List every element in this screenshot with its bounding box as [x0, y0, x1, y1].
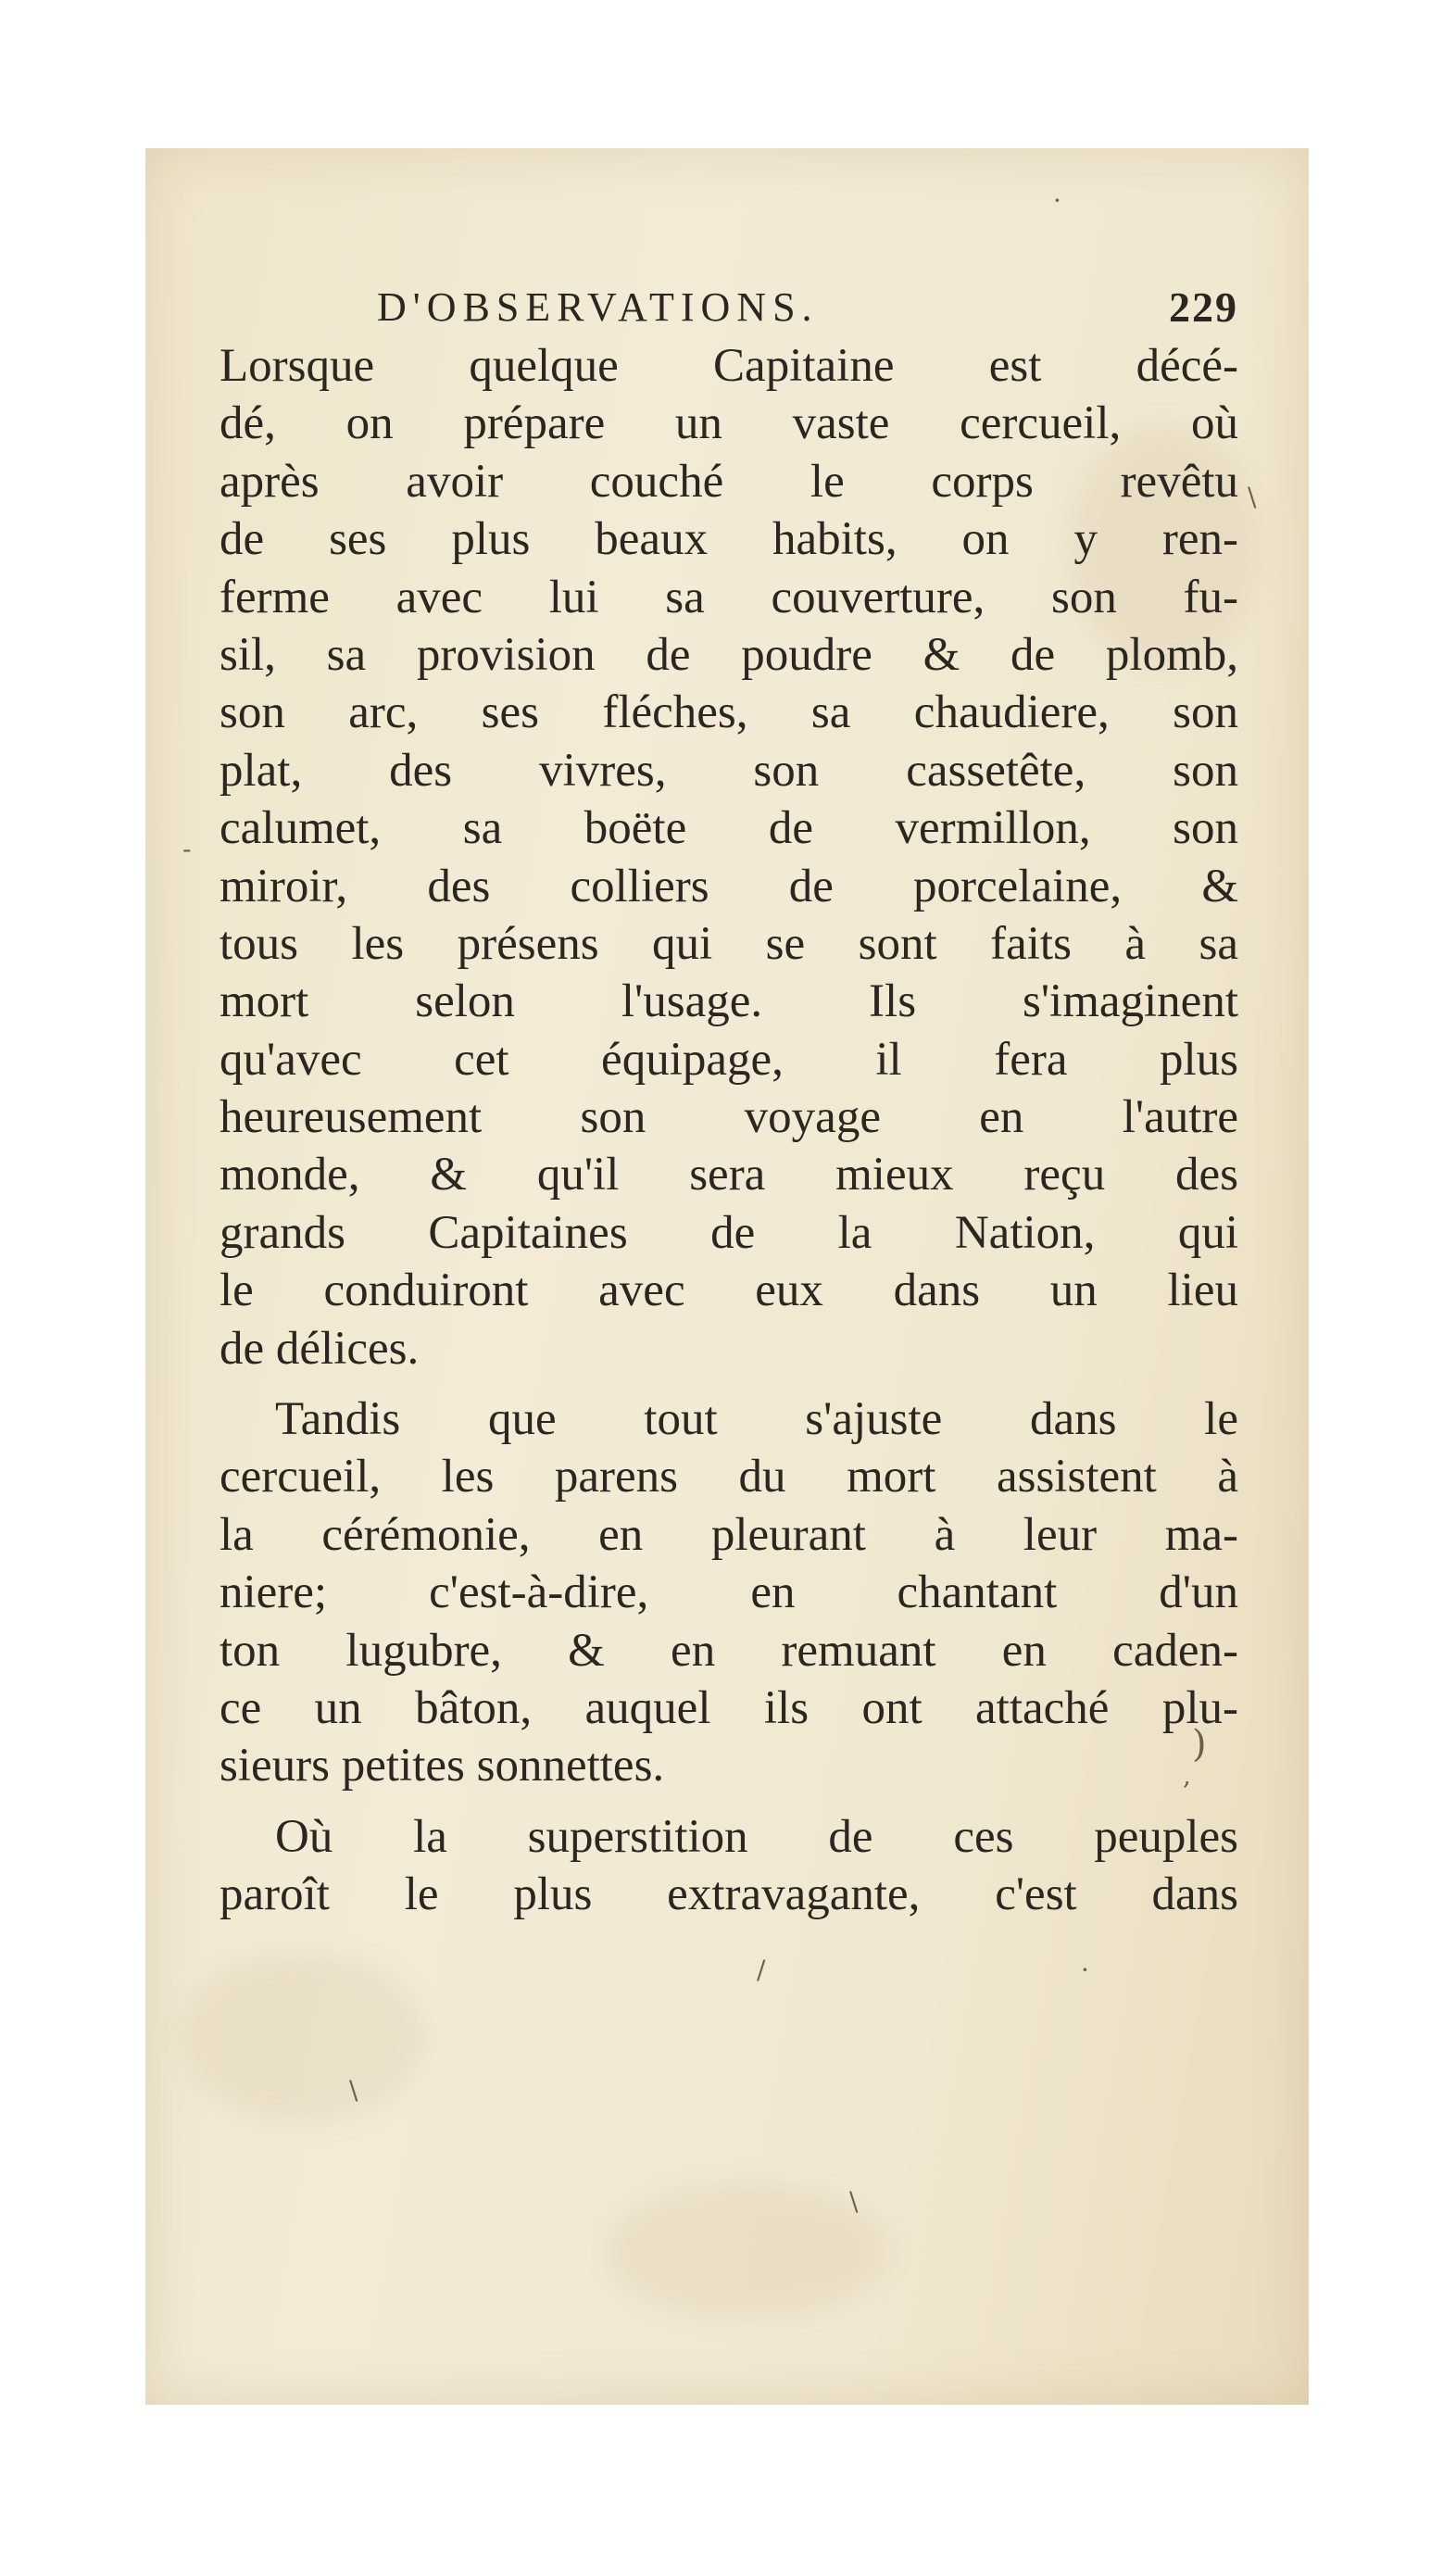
book-page — [145, 148, 1309, 2405]
text-line: le conduiront avec eux dans un lieu — [220, 1264, 1238, 1317]
page-text — [220, 278, 1238, 1924]
text-line: Tandis que tout s'ajuste dans le — [275, 1393, 1238, 1446]
paper-speck: - — [182, 834, 192, 864]
text-line: ferme avec lui sa couverture, son fu- — [220, 571, 1238, 623]
paper-speck: ) — [1192, 1723, 1207, 1766]
running-title: D'OBSERVATIONS. — [377, 284, 819, 330]
text-line: la cérémonie, en pleurant à leur ma- — [220, 1508, 1238, 1561]
text-line: ton lugubre, & en remuant en caden- — [220, 1624, 1238, 1677]
text-line: dé, on prépare un vaste cercueil, où — [220, 397, 1238, 450]
paper-speck: \ — [349, 2075, 358, 2106]
text-line: miroir, des colliers de porcelaine, & — [220, 860, 1238, 912]
text-line: mort selon l'usage. Ils s'imaginent — [220, 975, 1238, 1028]
text-line: de délices. — [220, 1322, 420, 1375]
paper-speck: \ — [849, 2186, 859, 2217]
text-line: plat, des vivres, son cassetête, son — [220, 744, 1238, 797]
text-line: Lorsque quelque Capitaine est décé- — [220, 340, 1238, 392]
text-line: cercueil, les parens du mort assistent à — [220, 1451, 1238, 1503]
text-line: paroît le plus extravagante, c'est dans — [220, 1868, 1238, 1921]
text-line: sil, sa provision de poudre & de plomb, — [220, 628, 1238, 681]
paper-speck: · — [1053, 185, 1061, 216]
text-line: heureusement son voyage en l'autre — [220, 1091, 1238, 1144]
text-line: de ses plus beaux habits, on y ren- — [220, 513, 1238, 566]
running-head — [220, 278, 1238, 337]
page-number: 229 — [1169, 283, 1238, 331]
paper-speck: / — [757, 1955, 766, 1985]
text-line: grands Capitaines de la Nation, qui — [220, 1206, 1238, 1259]
paragraph-1 — [220, 337, 1238, 1377]
text-line: calumet, sa boëte de vermillon, son — [220, 802, 1238, 855]
paper-stain — [609, 2186, 886, 2316]
paper-speck: \ — [1248, 482, 1257, 512]
text-line: Où la superstition de ces peuples — [275, 1810, 1238, 1863]
paper-stain — [182, 1955, 423, 2121]
paper-speck: , — [1183, 1760, 1191, 1791]
paragraph-3 — [220, 1808, 1238, 1924]
paper-speck: · — [1081, 1955, 1089, 1985]
text-line: ce un bâton, auquel ils ont attaché plu- — [220, 1681, 1238, 1734]
text-line: tous les présens qui se sont faits à sa — [220, 917, 1238, 970]
text-line: niere; c'est-à-dire, en chantant d'un — [220, 1566, 1238, 1619]
text-line: après avoir couché le corps revêtu — [220, 455, 1238, 508]
paragraph-2 — [220, 1390, 1238, 1795]
text-line: qu'avec cet équipage, il fera plus — [220, 1033, 1238, 1086]
text-line: sieurs petites sonnettes. — [220, 1740, 665, 1792]
text-line: son arc, ses fléches, sa chaudiere, son — [220, 686, 1238, 739]
text-line: monde, & qu'il sera mieux reçu des — [220, 1149, 1238, 1201]
